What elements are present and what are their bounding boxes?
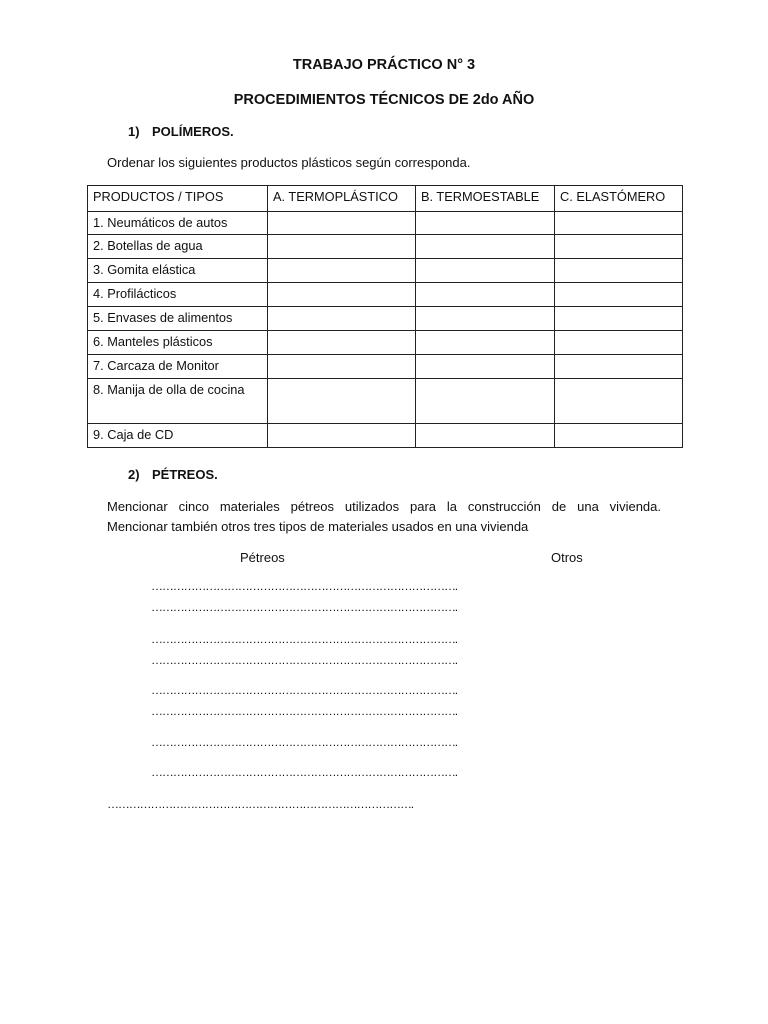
answer-cell-thermoset[interactable] [416,424,555,448]
product-cell: 2. Botellas de agua [88,235,268,259]
answer-cell-thermoset[interactable] [416,355,555,379]
product-cell: 8. Manija de olla de cocina [88,379,268,424]
answer-cell-thermoset[interactable] [416,379,555,424]
answer-cell-elastomer[interactable] [555,424,683,448]
answer-cell-thermoplastic[interactable] [268,424,416,448]
column-label-petreos: Pétreos [240,550,285,565]
answer-cell-thermoplastic[interactable] [268,307,416,331]
header-products: PRODUCTOS / TIPOS [88,186,268,212]
product-cell: 3. Gomita elástica [88,259,268,283]
product-cell: 6. Manteles plásticos [88,331,268,355]
answer-line-petreos[interactable]: …………………………………………………………………………. [151,683,457,697]
answer-cell-thermoset[interactable] [416,331,555,355]
header-thermoplastic: A. TERMOPLÁSTICO [268,186,416,212]
section-2-heading [128,467,218,482]
answer-cell-elastomer[interactable] [555,283,683,307]
answer-cell-thermoset[interactable] [416,212,555,235]
table-row [88,379,683,424]
answer-cell-elastomer[interactable] [555,307,683,331]
header-elastomer: C. ELASTÓMERO [555,186,683,212]
table-row [88,355,683,379]
answer-line-petreos[interactable]: …………………………………………………………………………. [151,632,457,646]
answer-cell-thermoset[interactable] [416,235,555,259]
answer-cell-elastomer[interactable] [555,355,683,379]
answer-line-otros[interactable]: …………………………………………………………………………. [151,765,457,779]
answer-line-otros[interactable]: …………………………………………………………………………. [151,704,457,718]
answer-line-extra[interactable]: …………………………………………………………………………. [107,797,413,811]
answer-line-petreos[interactable]: …………………………………………………………………………. [151,600,457,614]
section-1-instruction: Ordenar los siguientes productos plásticos según corresponda. [107,155,471,170]
answer-cell-elastomer[interactable] [555,259,683,283]
section-2-instruction-line-1: Mencionar cinco materiales pétreos utilizados para la construcción de una vivienda. [107,499,661,514]
answer-line-petreos[interactable]: …………………………………………………………………………. [151,653,457,667]
polymers-table [87,185,683,448]
table-row [88,307,683,331]
answer-cell-elastomer[interactable] [555,331,683,355]
answer-cell-thermoplastic[interactable] [268,379,416,424]
table-row [88,235,683,259]
answer-cell-thermoset[interactable] [416,307,555,331]
section-1-number: 1) [128,124,140,139]
answer-cell-thermoplastic[interactable] [268,283,416,307]
table-row [88,259,683,283]
table-row [88,424,683,448]
section-2-instruction-line-2: Mencionar también otros tres tipos de materiales usados en una vivienda [107,519,529,534]
answer-cell-thermoplastic[interactable] [268,355,416,379]
product-cell: 9. Caja de CD [88,424,268,448]
product-cell: 7. Carcaza de Monitor [88,355,268,379]
answer-cell-thermoset[interactable] [416,259,555,283]
header-thermoset: B. TERMOESTABLE [416,186,555,212]
answer-cell-thermoplastic[interactable] [268,331,416,355]
table-row [88,212,683,235]
section-2-number: 2) [128,467,140,482]
answer-cell-thermoset[interactable] [416,283,555,307]
answer-cell-thermoplastic[interactable] [268,212,416,235]
column-label-otros: Otros [551,550,583,565]
section-2-title: PÉTREOS. [152,467,218,482]
document-title: TRABAJO PRÁCTICO N° 3 [292,57,476,73]
answer-cell-elastomer[interactable] [555,235,683,259]
document-subtitle: PROCEDIMIENTOS TÉCNICOS DE 2do AÑO [233,92,535,108]
answer-cell-elastomer[interactable] [555,379,683,424]
product-cell: 4. Profilácticos [88,283,268,307]
answer-cell-thermoplastic[interactable] [268,235,416,259]
table-header-row [88,186,683,212]
answer-line-petreos[interactable]: …………………………………………………………………………. [151,579,457,593]
answer-cell-thermoplastic[interactable] [268,259,416,283]
product-cell: 1. Neumáticos de autos [88,212,268,235]
section-1-title: POLÍMEROS. [152,124,234,139]
answer-line-otros[interactable]: …………………………………………………………………………. [151,735,457,749]
table-row [88,331,683,355]
answer-cell-elastomer[interactable] [555,212,683,235]
table-row [88,283,683,307]
section-1-heading [128,124,234,139]
product-cell: 5. Envases de alimentos [88,307,268,331]
